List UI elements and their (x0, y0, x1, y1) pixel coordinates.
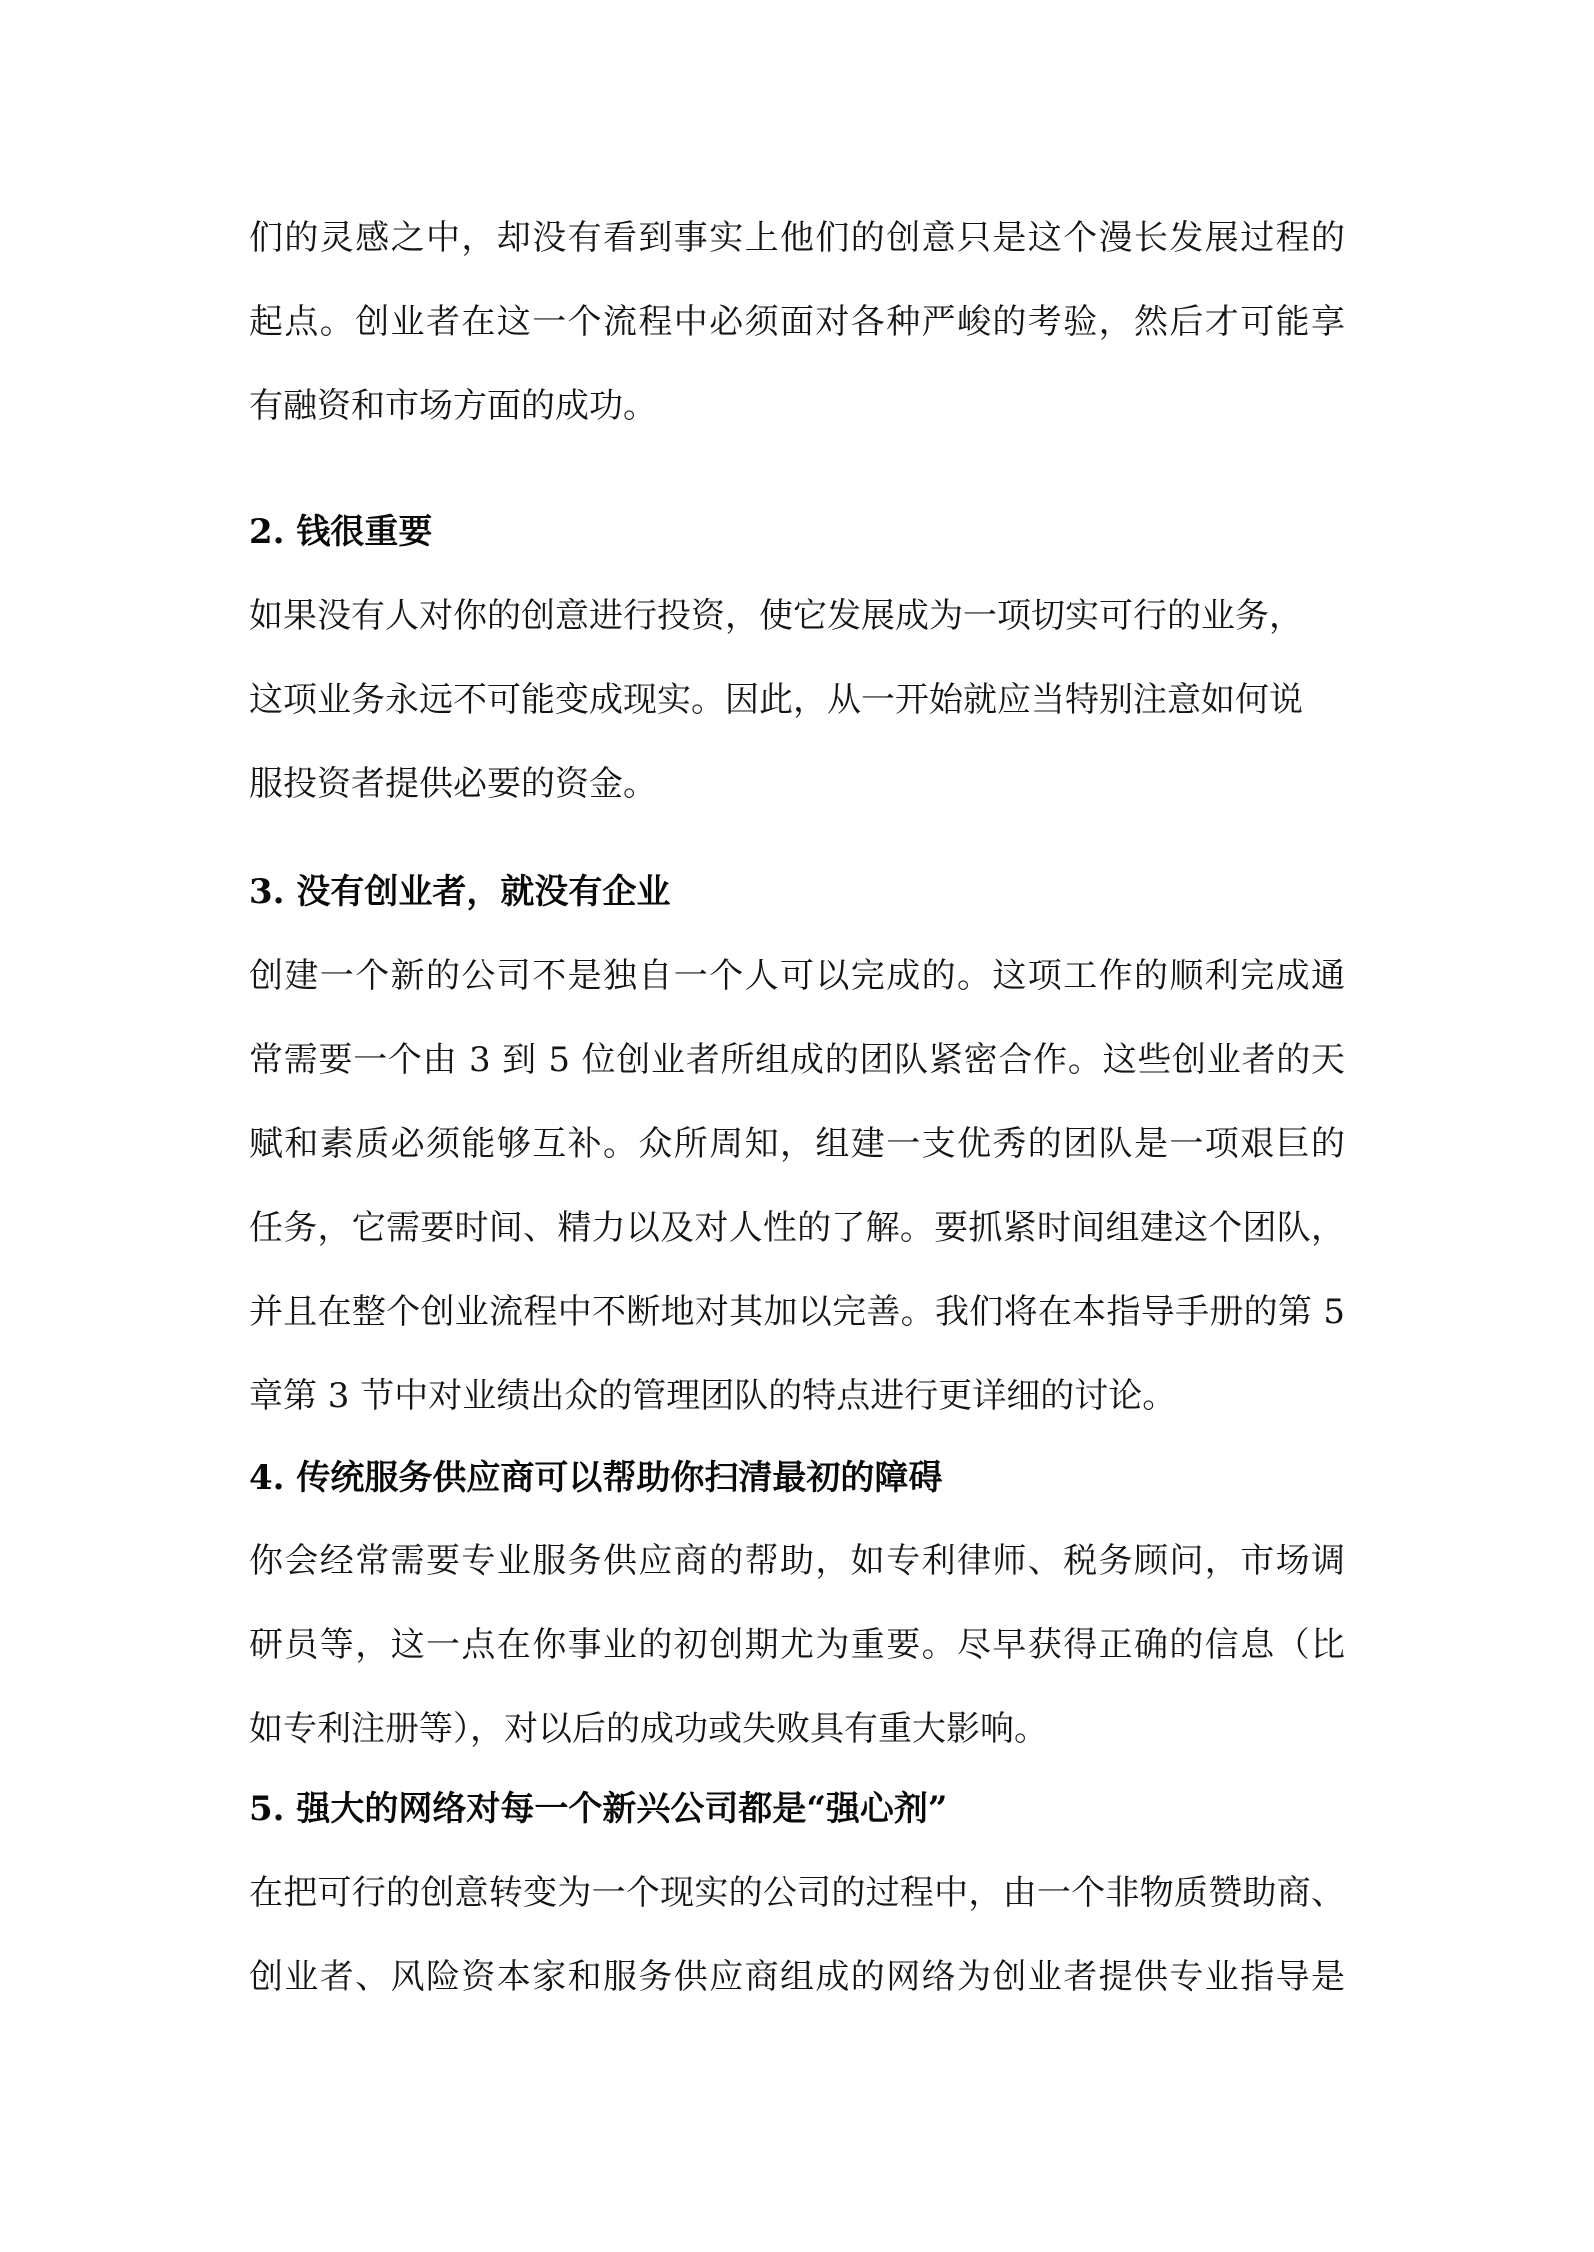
intro-line-3: 有融资和市场方面的成功。 (249, 386, 657, 426)
section-2-heading: 2. 钱很重要 (249, 512, 433, 552)
section-5-line-1: 在把可行的创意转变为一个现实的公司的过程中，由一个非物质赞助商、 (249, 1873, 1345, 1913)
section-4-line-1: 你会经常需要专业服务供应商的帮助，如专利律师、税务顾问，市场调 (249, 1541, 1345, 1581)
section-4-heading: 4. 传统服务供应商可以帮助你扫清最初的障碍 (249, 1458, 943, 1498)
section-2-line-3: 服投资者提供必要的资金。 (249, 764, 657, 804)
section-3-line-6: 章第 3 节中对业绩出众的管理团队的特点进行更详细的讨论。 (249, 1376, 1177, 1416)
section-3-line-3: 赋和素质必须能够互补。众所周知，组建一支优秀的团队是一项艰巨的 (249, 1124, 1345, 1164)
section-5-line-2: 创业者、风险资本家和服务供应商组成的网络为创业者提供专业指导是 (249, 1957, 1345, 1997)
section-2-line-1: 如果没有人对你的创意进行投资，使它发展成为一项切实可行的业务， (249, 596, 1303, 636)
section-4-line-2: 研员等，这一点在你事业的初创期尤为重要。尽早获得正确的信息（比 (249, 1625, 1345, 1665)
section-3-heading: 3. 没有创业者，就没有企业 (249, 872, 671, 912)
section-5-heading: 5. 强大的网络对每一个新兴公司都是“强心剂” (249, 1789, 948, 1829)
section-3-line-5: 并且在整个创业流程中不断地对其加以完善。我们将在本指导手册的第 5 (249, 1292, 1345, 1332)
intro-line-2: 起点。创业者在这一个流程中必须面对各种严峻的考验，然后才可能享 (249, 302, 1345, 342)
section-4-line-3: 如专利注册等），对以后的成功或失败具有重大影响。 (249, 1709, 1048, 1749)
intro-line-1: 们的灵感之中，却没有看到事实上他们的创意只是这个漫长发展过程的 (249, 218, 1345, 258)
section-3-line-2: 常需要一个由 3 到 5 位创业者所组成的团队紧密合作。这些创业者的天 (249, 1040, 1345, 1080)
section-3-line-4: 任务，它需要时间、精力以及对人性的了解。要抓紧时间组建这个团队， (249, 1208, 1345, 1248)
section-3-line-1: 创建一个新的公司不是独自一个人可以完成的。这项工作的顺利完成通 (249, 956, 1345, 996)
section-2-line-2: 这项业务永远不可能变成现实。因此，从一开始就应当特别注意如何说 (249, 680, 1303, 720)
